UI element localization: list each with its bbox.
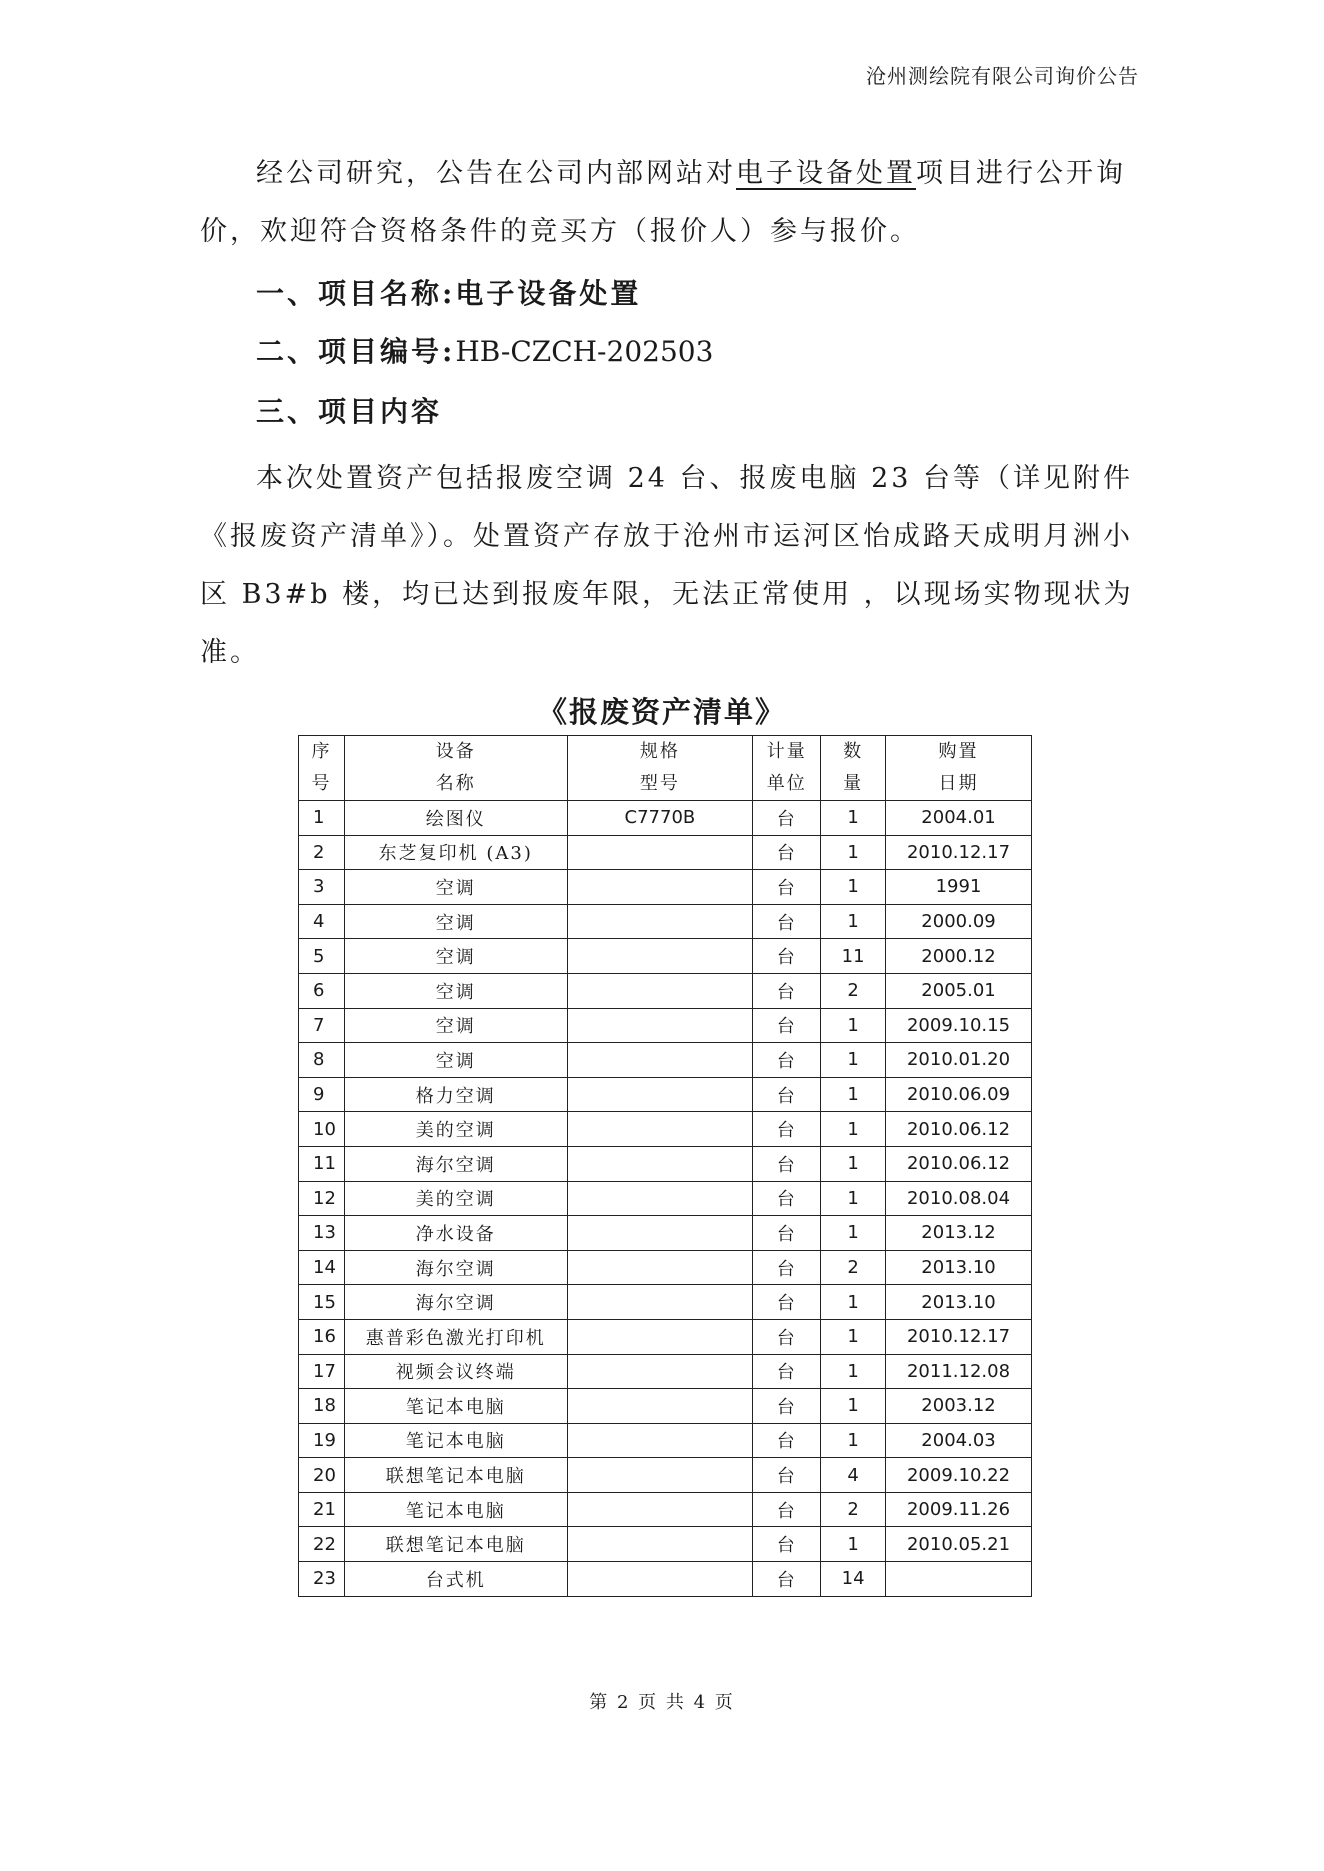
cell-unit: 台 — [753, 1146, 821, 1181]
cell-unit: 台 — [753, 1043, 821, 1078]
table-row — [299, 1562, 1032, 1597]
cell-date: 1991 — [886, 870, 1032, 905]
cell-index: 20 — [299, 1458, 345, 1493]
cell-spec — [567, 1112, 753, 1147]
cell-quantity: 1 — [821, 870, 886, 905]
table-row — [299, 1354, 1032, 1389]
cell-unit: 台 — [753, 1250, 821, 1285]
cell-quantity: 1 — [821, 1285, 886, 1320]
cell-unit: 台 — [753, 1112, 821, 1147]
intro-project-underlined: 电子设备处置 — [736, 158, 916, 189]
table-row — [299, 870, 1032, 905]
cell-date — [886, 1562, 1032, 1597]
cell-spec — [567, 1043, 753, 1078]
cell-date: 2010.12.17 — [886, 1319, 1032, 1354]
cell-spec — [567, 1492, 753, 1527]
cell-quantity: 2 — [821, 973, 886, 1008]
section-project-name — [256, 272, 641, 312]
asset-table-header — [299, 736, 1032, 801]
cell-spec — [567, 1146, 753, 1181]
cell-spec — [567, 1008, 753, 1043]
section-project-code — [256, 330, 713, 370]
cell-date: 2000.09 — [886, 904, 1032, 939]
cell-spec — [567, 1250, 753, 1285]
cell-quantity: 1 — [821, 1008, 886, 1043]
cell-date: 2010.05.21 — [886, 1527, 1032, 1562]
table-row — [299, 835, 1032, 870]
cell-index: 2 — [299, 835, 345, 870]
table-row — [299, 1146, 1032, 1181]
cell-date: 2013.10 — [886, 1250, 1032, 1285]
cell-quantity: 1 — [821, 904, 886, 939]
asset-table — [298, 735, 1032, 1597]
cell-unit: 台 — [753, 1562, 821, 1597]
cell-spec — [567, 870, 753, 905]
cell-date: 2004.03 — [886, 1423, 1032, 1458]
table-row — [299, 1285, 1032, 1320]
cell-index: 11 — [299, 1146, 345, 1181]
cell-name: 笔记本电脑 — [344, 1389, 567, 1424]
cell-name: 联想笔记本电脑 — [344, 1458, 567, 1493]
cell-name: 台式机 — [344, 1562, 567, 1597]
cell-date: 2013.12 — [886, 1216, 1032, 1251]
cell-spec — [567, 1562, 753, 1597]
cell-quantity: 1 — [821, 1527, 886, 1562]
cell-date: 2010.06.12 — [886, 1112, 1032, 1147]
cell-quantity: 1 — [821, 1077, 886, 1112]
header-cell-unit: 计量 单位 — [753, 736, 821, 801]
cell-unit: 台 — [753, 1492, 821, 1527]
cell-name: 笔记本电脑 — [344, 1492, 567, 1527]
cell-name: 海尔空调 — [344, 1250, 567, 1285]
cell-spec — [567, 1285, 753, 1320]
cell-date: 2009.10.15 — [886, 1008, 1032, 1043]
cell-index: 4 — [299, 904, 345, 939]
cell-name: 空调 — [344, 1008, 567, 1043]
cell-date: 2005.01 — [886, 973, 1032, 1008]
cell-date: 2013.10 — [886, 1285, 1032, 1320]
cell-name: 海尔空调 — [344, 1146, 567, 1181]
cell-name: 美的空调 — [344, 1112, 567, 1147]
cell-index: 18 — [299, 1389, 345, 1424]
cell-unit: 台 — [753, 1077, 821, 1112]
table-row — [299, 801, 1032, 836]
cell-index: 17 — [299, 1354, 345, 1389]
header-row — [299, 736, 1032, 801]
header-cell-date: 购置 日期 — [886, 736, 1032, 801]
cell-quantity: 1 — [821, 1354, 886, 1389]
cell-unit: 台 — [753, 1008, 821, 1043]
cell-unit: 台 — [753, 1181, 821, 1216]
table-row — [299, 1181, 1032, 1216]
cell-spec — [567, 1389, 753, 1424]
cell-quantity: 1 — [821, 835, 886, 870]
cell-name: 空调 — [344, 870, 567, 905]
table-title: 《报废资产清单》 — [537, 695, 786, 729]
cell-unit: 台 — [753, 1354, 821, 1389]
cell-name: 惠普彩色激光打印机 — [344, 1319, 567, 1354]
cell-quantity: 4 — [821, 1458, 886, 1493]
cell-name: 绘图仪 — [344, 801, 567, 836]
cell-date: 2003.12 — [886, 1389, 1032, 1424]
cell-unit: 台 — [753, 973, 821, 1008]
header-cell-spec: 规格 型号 — [567, 736, 753, 801]
cell-name: 净水设备 — [344, 1216, 567, 1251]
cell-index: 1 — [299, 801, 345, 836]
cell-quantity: 2 — [821, 1492, 886, 1527]
cell-date: 2010.06.12 — [886, 1146, 1032, 1181]
table-row — [299, 1112, 1032, 1147]
cell-name: 美的空调 — [344, 1181, 567, 1216]
cell-index: 15 — [299, 1285, 345, 1320]
cell-spec — [567, 1319, 753, 1354]
page-footer: 第 2 页 共 4 页 — [589, 1692, 735, 1713]
cell-quantity: 1 — [821, 1389, 886, 1424]
intro-paragraph — [200, 145, 1140, 261]
cell-spec — [567, 835, 753, 870]
cell-date: 2000.12 — [886, 939, 1032, 974]
cell-spec — [567, 1423, 753, 1458]
cell-name: 笔记本电脑 — [344, 1423, 567, 1458]
cell-unit: 台 — [753, 1389, 821, 1424]
cell-date: 2011.12.08 — [886, 1354, 1032, 1389]
table-row — [299, 973, 1032, 1008]
cell-quantity: 11 — [821, 939, 886, 974]
section-project-name-value: 电子设备处置 — [455, 277, 642, 310]
cell-spec — [567, 1527, 753, 1562]
cell-index: 22 — [299, 1527, 345, 1562]
cell-unit: 台 — [753, 801, 821, 836]
intro-text-before: 经公司研究，公告在公司内部网站对 — [256, 158, 736, 189]
cell-quantity: 1 — [821, 801, 886, 836]
cell-spec — [567, 939, 753, 974]
cell-name: 格力空调 — [344, 1077, 567, 1112]
header-cell-index: 序 号 — [299, 736, 345, 801]
cell-spec — [567, 1181, 753, 1216]
table-row — [299, 1077, 1032, 1112]
cell-name: 空调 — [344, 939, 567, 974]
cell-date: 2010.08.04 — [886, 1181, 1032, 1216]
intro-text-after: 项目进行公开询价，欢迎符合资格条件的竞买方（报价人）参与报价。 — [200, 158, 1126, 247]
cell-name: 空调 — [344, 904, 567, 939]
cell-unit: 台 — [753, 1285, 821, 1320]
cell-index: 7 — [299, 1008, 345, 1043]
cell-quantity: 1 — [821, 1043, 886, 1078]
table-row — [299, 1216, 1032, 1251]
table-row — [299, 1492, 1032, 1527]
cell-name: 空调 — [344, 1043, 567, 1078]
content-paragraph: 本次处置资产包括报废空调 24 台、报废电脑 23 台等（详见附件《报废资产清单》）。处置资产存放于沧州市运河区怡成路天成明月洲小区 B3#b 楼，均已达到报废年限，无法正常使用 ，以现场实物现状为准。 — [200, 463, 1134, 668]
cell-unit: 台 — [753, 835, 821, 870]
cell-name: 海尔空调 — [344, 1285, 567, 1320]
cell-unit: 台 — [753, 870, 821, 905]
header-cell-quantity: 数 量 — [821, 736, 886, 801]
cell-unit: 台 — [753, 904, 821, 939]
cell-quantity: 14 — [821, 1562, 886, 1597]
header-company-notice: 沧州测绘院有限公司询价公告 — [866, 64, 1139, 88]
cell-index: 6 — [299, 973, 345, 1008]
cell-spec — [567, 1458, 753, 1493]
header-cell-name: 设备 名称 — [344, 736, 567, 801]
cell-index: 21 — [299, 1492, 345, 1527]
cell-date: 2004.01 — [886, 801, 1032, 836]
cell-index: 16 — [299, 1319, 345, 1354]
table-row — [299, 939, 1032, 974]
cell-date: 2010.12.17 — [886, 835, 1032, 870]
cell-spec: C7770B — [567, 801, 753, 836]
cell-index: 9 — [299, 1077, 345, 1112]
cell-date: 2009.11.26 — [886, 1492, 1032, 1527]
table-row — [299, 1250, 1032, 1285]
cell-index: 13 — [299, 1216, 345, 1251]
table-row — [299, 1008, 1032, 1043]
cell-unit: 台 — [753, 1527, 821, 1562]
cell-index: 14 — [299, 1250, 345, 1285]
cell-index: 10 — [299, 1112, 345, 1147]
cell-spec — [567, 1216, 753, 1251]
table-row — [299, 1423, 1032, 1458]
cell-index: 12 — [299, 1181, 345, 1216]
cell-quantity: 1 — [821, 1181, 886, 1216]
section-project-name-label: 一、项目名称: — [256, 277, 456, 310]
cell-name: 视频会议终端 — [344, 1354, 567, 1389]
cell-name: 东芝复印机 (A3) — [344, 835, 567, 870]
cell-quantity: 1 — [821, 1216, 886, 1251]
cell-quantity: 1 — [821, 1146, 886, 1181]
table-row — [299, 1319, 1032, 1354]
cell-index: 5 — [299, 939, 345, 974]
table-row — [299, 1527, 1032, 1562]
table-row — [299, 1389, 1032, 1424]
cell-unit: 台 — [753, 1319, 821, 1354]
cell-spec — [567, 1077, 753, 1112]
cell-date: 2010.06.09 — [886, 1077, 1032, 1112]
section-project-code-label: 二、项目编号: — [256, 335, 456, 368]
cell-unit: 台 — [753, 1216, 821, 1251]
cell-spec — [567, 973, 753, 1008]
cell-unit: 台 — [753, 1458, 821, 1493]
cell-quantity: 1 — [821, 1112, 886, 1147]
table-row — [299, 904, 1032, 939]
cell-index: 8 — [299, 1043, 345, 1078]
asset-table-body — [299, 801, 1032, 1597]
cell-index: 19 — [299, 1423, 345, 1458]
cell-quantity: 1 — [821, 1423, 886, 1458]
cell-spec — [567, 1354, 753, 1389]
cell-name: 空调 — [344, 973, 567, 1008]
cell-quantity: 1 — [821, 1319, 886, 1354]
cell-index: 23 — [299, 1562, 345, 1597]
cell-unit: 台 — [753, 939, 821, 974]
cell-spec — [567, 904, 753, 939]
cell-date: 2009.10.22 — [886, 1458, 1032, 1493]
cell-unit: 台 — [753, 1423, 821, 1458]
section-project-content: 三、项目内容 — [256, 395, 443, 428]
table-row — [299, 1458, 1032, 1493]
cell-index: 3 — [299, 870, 345, 905]
section-project-code-value: HB-CZCH-202503 — [455, 335, 714, 368]
cell-quantity: 2 — [821, 1250, 886, 1285]
cell-name: 联想笔记本电脑 — [344, 1527, 567, 1562]
table-row — [299, 1043, 1032, 1078]
cell-date: 2010.01.20 — [886, 1043, 1032, 1078]
